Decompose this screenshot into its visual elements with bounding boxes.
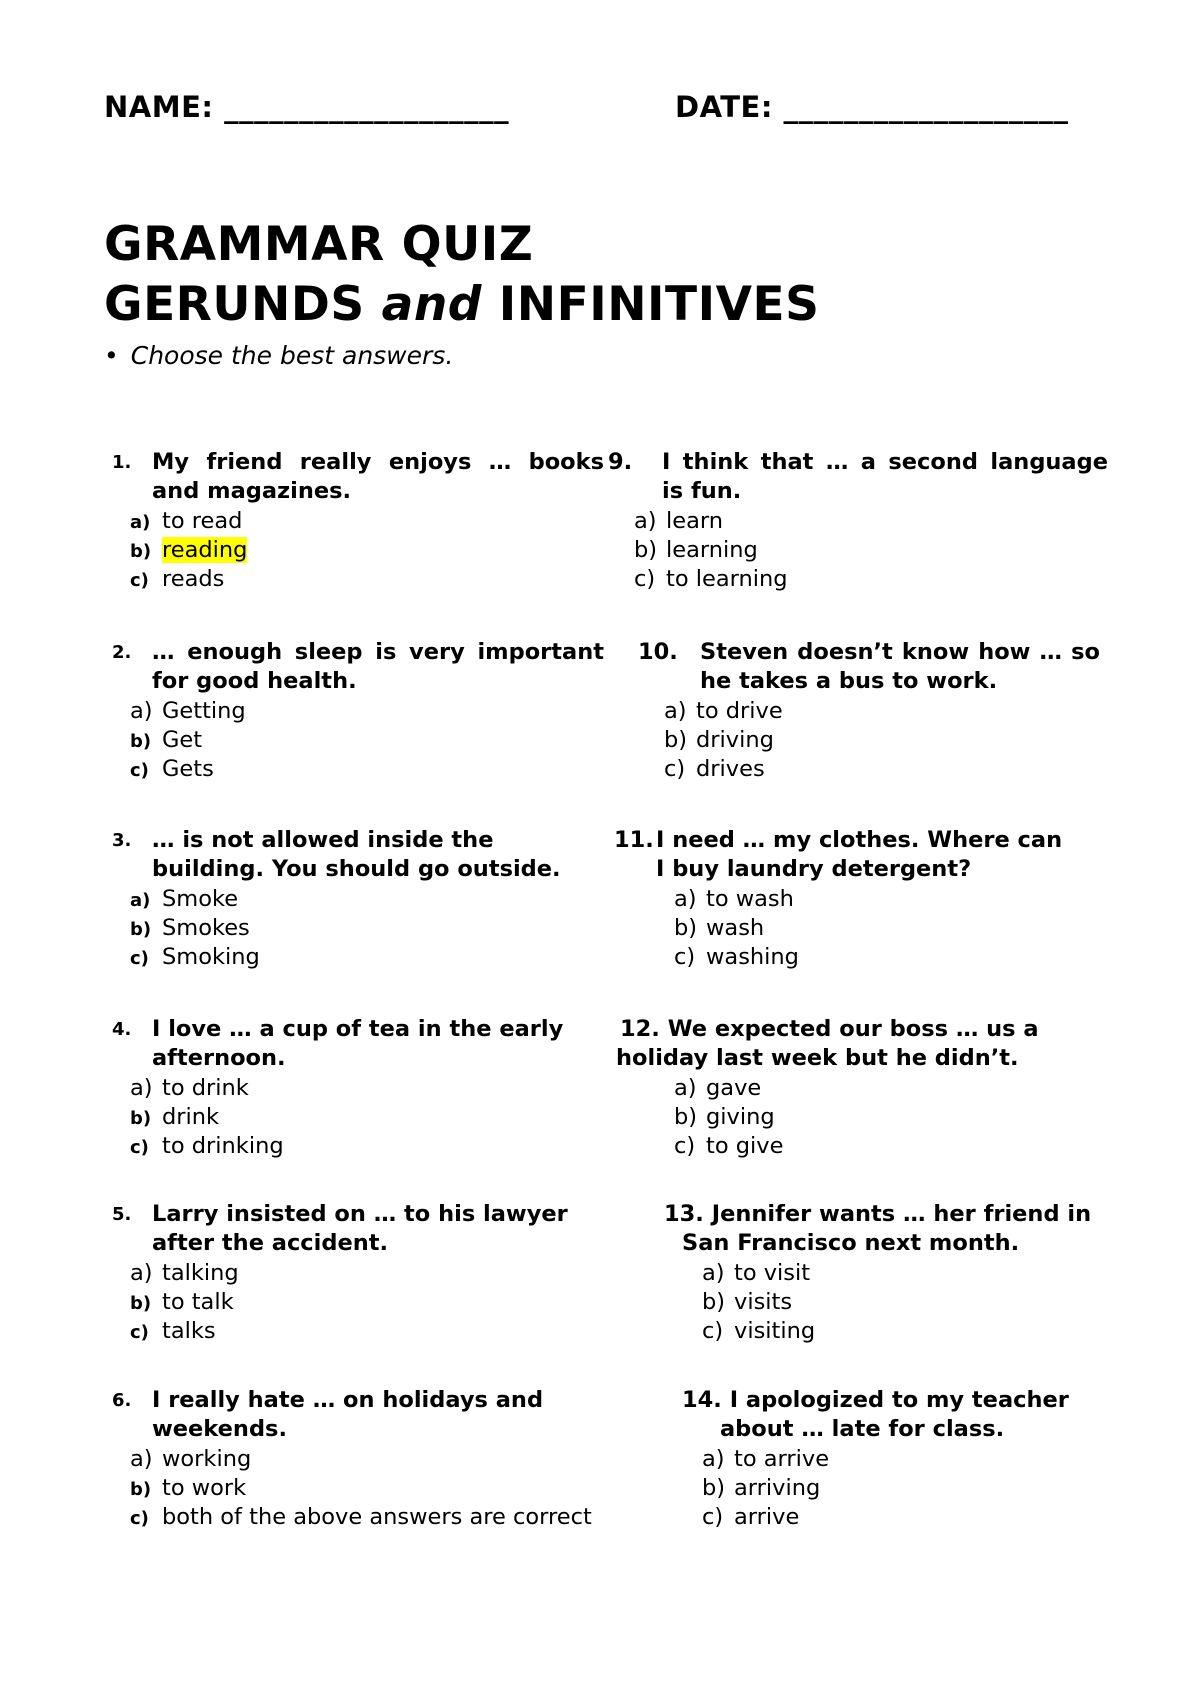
- option-b[interactable]: b) arriving: [702, 1475, 821, 1501]
- option-a[interactable]: a) talking: [130, 1260, 239, 1286]
- question-12: [604, 1015, 1074, 1161]
- question-text: 9. I think that … a second language is fun.: [608, 449, 1108, 504]
- option-c[interactable]: c) to drinking: [130, 1133, 284, 1159]
- option-c[interactable]: c) arrive: [702, 1504, 800, 1530]
- options-list: [644, 1445, 1100, 1532]
- question-number: 9.: [608, 449, 633, 475]
- quiz-title: GRAMMAR QUIZ: [104, 217, 534, 272]
- question-number: 13.: [664, 1201, 704, 1227]
- option-b[interactable]: b) wash: [674, 915, 765, 941]
- question-text: 6. I really hate … on holidays and weekends.: [112, 1387, 544, 1442]
- question-number: 3.: [112, 830, 132, 851]
- options-list: [646, 1259, 1100, 1346]
- subtitle-and: and: [381, 277, 482, 332]
- highlighted-answer: reading: [162, 537, 248, 563]
- question-text: 4. I love … a cup of tea in the early afternoon.: [112, 1016, 564, 1071]
- options-list: [104, 885, 604, 972]
- question-10: [638, 638, 1100, 784]
- question-number: 4.: [112, 1019, 132, 1040]
- question-14: [644, 1386, 1100, 1532]
- option-a[interactable]: a) working: [130, 1446, 252, 1472]
- option-b[interactable]: b) Smokes: [130, 915, 250, 941]
- question-text: 2. … enough sleep is very important for good health.: [112, 639, 604, 694]
- question-3: [104, 826, 604, 972]
- option-c[interactable]: c) talks: [130, 1318, 216, 1344]
- question-13: [646, 1200, 1100, 1346]
- option-c[interactable]: c) drives: [664, 756, 765, 782]
- date-field-label: DATE: ___________________: [675, 90, 1069, 124]
- subtitle-infinitives: INFINITIVES: [481, 277, 820, 332]
- option-a[interactable]: a) to arrive: [702, 1446, 830, 1472]
- instruction: [104, 341, 453, 370]
- question-text: 12. We expected our boss … us a holiday last week but he didn’t.: [616, 1016, 1039, 1071]
- option-a[interactable]: a) to visit: [702, 1260, 811, 1286]
- options-list: [104, 697, 604, 784]
- question-number: 10.: [638, 639, 678, 665]
- name-field-label: NAME: ___________________: [104, 90, 510, 124]
- quiz-subtitle: [104, 277, 819, 332]
- subtitle-gerunds: GERUNDS: [104, 277, 382, 332]
- question-text: 1. My friend really enjoys … books and magazines.: [112, 449, 604, 504]
- option-c[interactable]: c) Gets: [130, 756, 214, 782]
- option-c[interactable]: c) both of the above answers are correct: [130, 1504, 592, 1530]
- question-9: [608, 448, 1108, 594]
- options-list: [604, 1074, 1074, 1161]
- option-b[interactable]: b) reading: [130, 537, 248, 563]
- option-b[interactable]: b) drink: [130, 1104, 220, 1130]
- options-list: [104, 507, 604, 594]
- option-a[interactable]: a) to read: [130, 508, 243, 534]
- option-b[interactable]: b) to work: [130, 1475, 247, 1501]
- option-b[interactable]: b) visits: [702, 1289, 793, 1315]
- option-a[interactable]: a) gave: [674, 1075, 762, 1101]
- option-b[interactable]: b) Get: [130, 727, 203, 753]
- options-list: [608, 507, 1108, 594]
- question-number: 6.: [112, 1390, 132, 1411]
- question-2: [104, 638, 604, 784]
- option-c[interactable]: c) to learning: [634, 566, 788, 592]
- question-number: 11.: [614, 827, 654, 853]
- option-b[interactable]: b) learning: [634, 537, 758, 563]
- options-list: [104, 1259, 604, 1346]
- question-number: 12.: [620, 1016, 660, 1042]
- question-number: 1.: [112, 452, 132, 473]
- instruction-text: Choose the best answers.: [130, 341, 454, 370]
- option-c[interactable]: c) washing: [674, 944, 799, 970]
- options-list: [104, 1445, 604, 1532]
- option-c[interactable]: c) reads: [130, 566, 225, 592]
- option-b[interactable]: b) to talk: [130, 1289, 234, 1315]
- question-number: 14.: [682, 1387, 722, 1413]
- option-a[interactable]: a) to drink: [130, 1075, 249, 1101]
- question-5: [104, 1200, 604, 1346]
- option-a[interactable]: a) to wash: [674, 886, 794, 912]
- question-number: 2.: [112, 642, 132, 663]
- options-list: [638, 697, 1100, 784]
- option-c[interactable]: c) Smoking: [130, 944, 260, 970]
- question-11: [614, 826, 1074, 972]
- question-text: 3. … is not allowed inside the building. You should go outside.: [112, 827, 561, 882]
- option-a[interactable]: a) learn: [634, 508, 723, 534]
- question-text: 11. I need … my clothes. Where can I buy laundry detergent?: [614, 827, 1063, 882]
- option-c[interactable]: c) visiting: [702, 1318, 816, 1344]
- option-a[interactable]: a) Getting: [130, 698, 246, 724]
- question-text: 10. Steven doesn’t know how … so he takes a bus to work.: [638, 639, 1100, 694]
- question-4: [104, 1015, 604, 1161]
- question-text: 13. Jennifer wants … her friend in San Francisco next month.: [664, 1201, 1092, 1256]
- question-text: 5. Larry insisted on … to his lawyer after the accident.: [112, 1201, 568, 1256]
- options-list: [614, 885, 1074, 972]
- option-b[interactable]: b) giving: [674, 1104, 775, 1130]
- option-a[interactable]: a) to drive: [664, 698, 783, 724]
- bullet-icon: •: [104, 341, 119, 370]
- question-6: [104, 1386, 604, 1532]
- options-list: [104, 1074, 604, 1161]
- option-c[interactable]: c) to give: [674, 1133, 784, 1159]
- option-b[interactable]: b) driving: [664, 727, 774, 753]
- question-number: 5.: [112, 1204, 132, 1225]
- question-1: [104, 448, 604, 594]
- question-text: 14. I apologized to my teacher about … late for class.: [682, 1387, 1069, 1442]
- option-a[interactable]: a) Smoke: [130, 886, 239, 912]
